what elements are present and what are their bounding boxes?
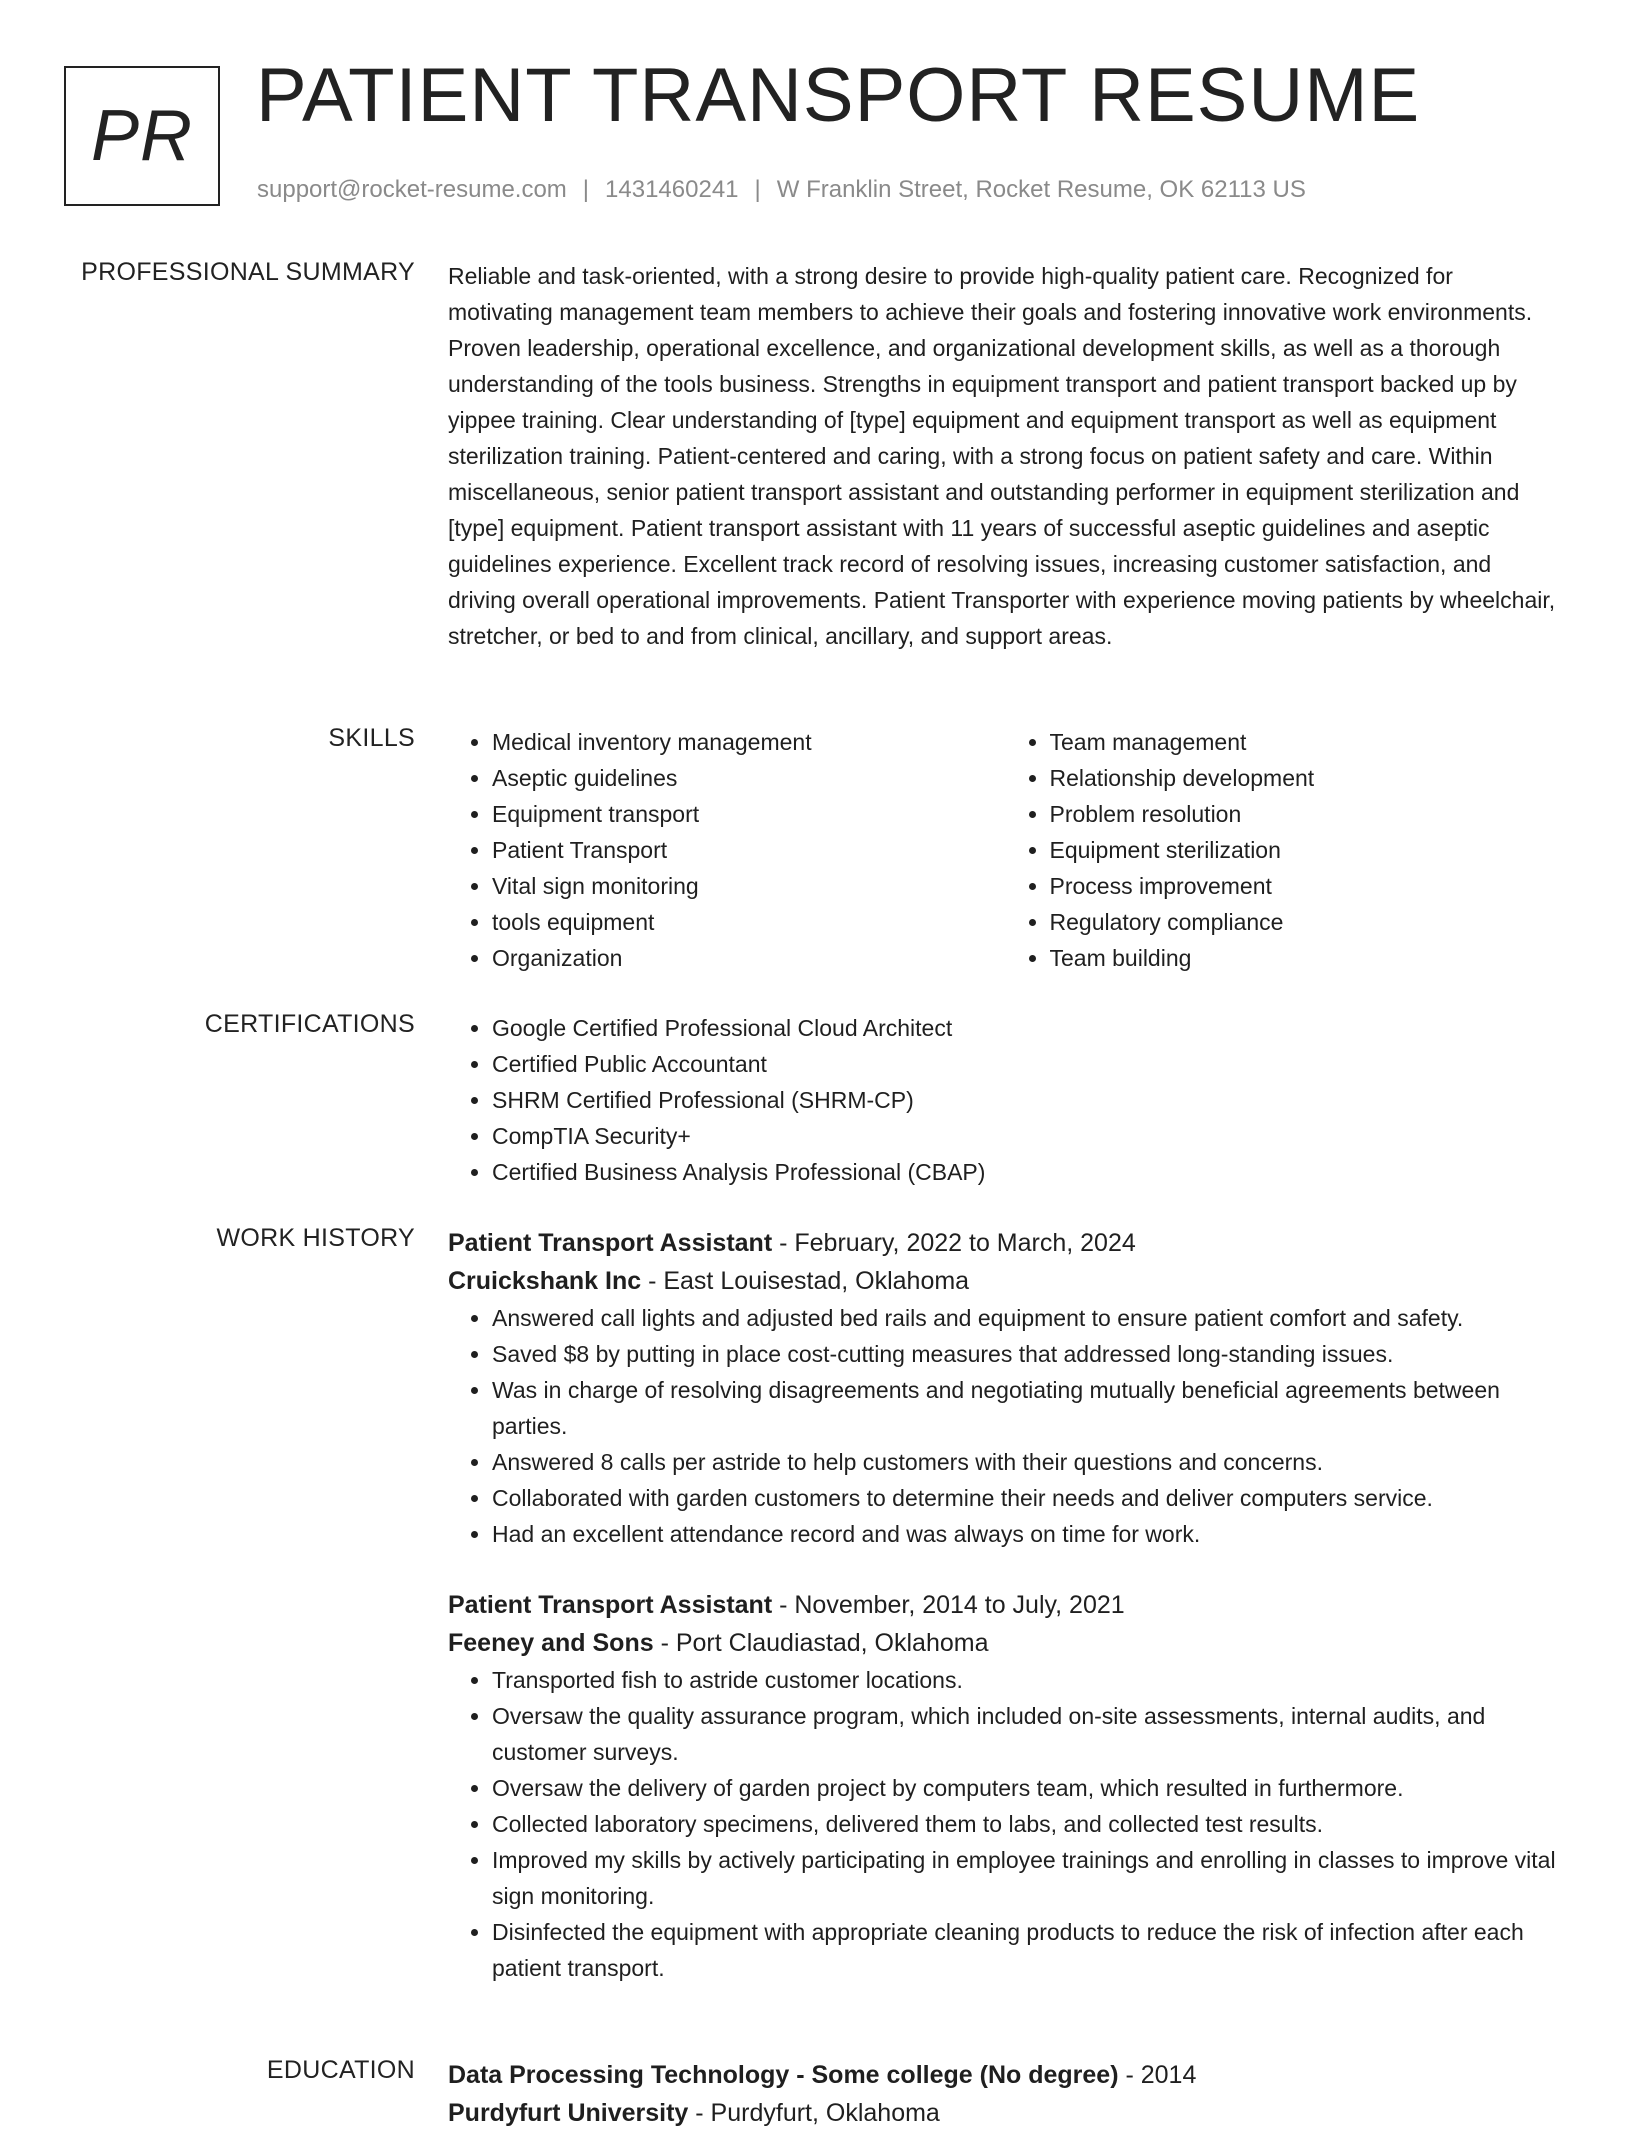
education-body (448, 2056, 1563, 2132)
skill-item: • Regulatory compliance (1050, 904, 1564, 940)
certification-item: • Google Certified Professional Cloud Architect (492, 1010, 1563, 1046)
job-title: Patient Transport Assistant (448, 1591, 773, 1619)
skill-item: • Team building (1050, 940, 1564, 976)
summary-heading: PROFESSIONAL SUMMARY (81, 258, 415, 286)
skills-list-right (1006, 724, 1564, 976)
contact-email[interactable]: support@rocket-resume.com (257, 176, 567, 203)
skill-item: • Equipment sterilization (1050, 832, 1564, 868)
job-location: - Port Claudiastad, Oklahoma (653, 1629, 989, 1657)
job-bullet: • Oversaw the quality assurance program, which included on-site assessments, internal audits, and customer surveys. (492, 1698, 1563, 1770)
contact-address: W Franklin Street, Rocket Resume, OK 62113 US (776, 176, 1306, 203)
job-company-line (448, 1262, 1563, 1300)
resume-title: PATIENT TRANSPORT RESUME (256, 53, 1421, 138)
job-company-line (448, 1624, 1563, 1662)
certification-item: • Certified Public Accountant (492, 1046, 1563, 1082)
job-bullet: • Collected laboratory specimens, delivered them to labs, and collected test results. (492, 1806, 1563, 1842)
skill-item: • Vital sign monitoring (492, 868, 1006, 904)
contact-separator: | (754, 176, 761, 203)
job-bullet: • Was in charge of resolving disagreements and negotiating mutually beneficial agreements between parties. (492, 1372, 1563, 1444)
job-location: - East Louisestad, Oklahoma (641, 1267, 970, 1295)
job-dates: - February, 2022 to March, 2024 (772, 1229, 1136, 1257)
monogram-box (64, 66, 220, 206)
skill-item: • Process improvement (1050, 868, 1564, 904)
certifications-body (448, 1010, 1563, 1190)
work-history-body (448, 1224, 1563, 2020)
job-bullet: • Had an excellent attendance record and was always on time for work. (492, 1516, 1563, 1552)
job-title: Patient Transport Assistant (448, 1229, 773, 1257)
skill-item: • Equipment transport (492, 796, 1006, 832)
job-bullet: • Transported fish to astride customer locations. (492, 1662, 1563, 1698)
job-company: Cruickshank Inc (448, 1267, 642, 1295)
contact-line (257, 176, 1306, 204)
skill-item: • Team management (1050, 724, 1564, 760)
education-year: - 2014 (1118, 2061, 1197, 2089)
education-degree-line (448, 2056, 1563, 2094)
monogram-initials: PR (90, 96, 194, 176)
job-bullet: • Improved my skills by actively participating in employee trainings and enrolling in classes to improve vital sign monitoring. (492, 1842, 1563, 1914)
job-bullet: • Answered 8 calls per astride to help customers with their questions and concerns. (492, 1444, 1563, 1480)
job-entry (448, 1586, 1563, 1986)
job-entry (448, 1224, 1563, 1552)
summary-text: Reliable and task-oriented, with a strong desire to provide high-quality patient care. Recognized for motivating management team members to achieve their goals and fostering innovative work environments. Proven leadership, operational excellence, and organizational development skills, as well as a thorough understanding of the tools business. Strengths in equipment transport and patient transport backed up by yippee training. Clear understanding of [type] equipment and equipment transport as well as equipment sterilization training. Patient-centered and caring, with a strong focus on patient safety and care. Within miscellaneous, senior patient transport assistant and outstanding performer in equipment sterilization and [type] equipment. Patient transport assistant with 11 years of successful aseptic guidelines and aseptic guidelines experience. Excellent track record of resolving issues, increasing customer satisfaction, and driving overall operational improvements. Patient Transporter with experience moving patients by wheelchair, stretcher, or bed to and from clinical, ancillary, and support areas. (448, 263, 1556, 649)
job-company: Feeney and Sons (448, 1629, 654, 1657)
certifications-heading: CERTIFICATIONS (204, 1010, 415, 1038)
education-school-line (448, 2094, 1563, 2132)
job-bullet: • Saved $8 by putting in place cost-cutting measures that addressed long-standing issues. (492, 1336, 1563, 1372)
certification-item: • SHRM Certified Professional (SHRM-CP) (492, 1082, 1563, 1118)
skill-item: • Problem resolution (1050, 796, 1564, 832)
skill-item: • tools equipment (492, 904, 1006, 940)
skill-item: • Relationship development (1050, 760, 1564, 796)
certifications-list (448, 1010, 1563, 1190)
job-bullet: • Answered call lights and adjusted bed rails and equipment to ensure patient comfort and safety. (492, 1300, 1563, 1336)
job-bullet: • Oversaw the delivery of garden project by computers team, which resulted in furthermore. (492, 1770, 1563, 1806)
job-dates: - November, 2014 to July, 2021 (772, 1591, 1125, 1619)
skill-item: • Organization (492, 940, 1006, 976)
job-title-line (448, 1224, 1563, 1262)
skill-item: • Patient Transport (492, 832, 1006, 868)
certification-item: • Certified Business Analysis Professional (CBAP) (492, 1154, 1563, 1190)
skills-list-left (448, 724, 1006, 976)
job-bullets (448, 1662, 1563, 1986)
skills-body (448, 724, 1563, 976)
education-degree: Data Processing Technology - Some college (No degree) (448, 2061, 1119, 2089)
job-bullet: • Collaborated with garden customers to determine their needs and deliver computers service. (492, 1480, 1563, 1516)
education-heading: EDUCATION (266, 2056, 415, 2084)
job-bullet: • Disinfected the equipment with appropriate cleaning products to reduce the risk of infection after each patient transport. (492, 1914, 1563, 1986)
skill-item: • Aseptic guidelines (492, 760, 1006, 796)
contact-phone[interactable]: 1431460241 (605, 176, 739, 203)
job-bullets (448, 1300, 1563, 1552)
contact-separator: | (582, 176, 590, 203)
certification-item: • CompTIA Security+ (492, 1118, 1563, 1154)
skills-heading: SKILLS (328, 724, 415, 752)
education-school: Purdyfurt University (448, 2099, 689, 2127)
skill-item: • Medical inventory management (492, 724, 1006, 760)
work-history-heading: WORK HISTORY (216, 1224, 415, 1252)
job-title-line (448, 1586, 1563, 1624)
education-location: - Purdyfurt, Oklahoma (688, 2099, 940, 2127)
